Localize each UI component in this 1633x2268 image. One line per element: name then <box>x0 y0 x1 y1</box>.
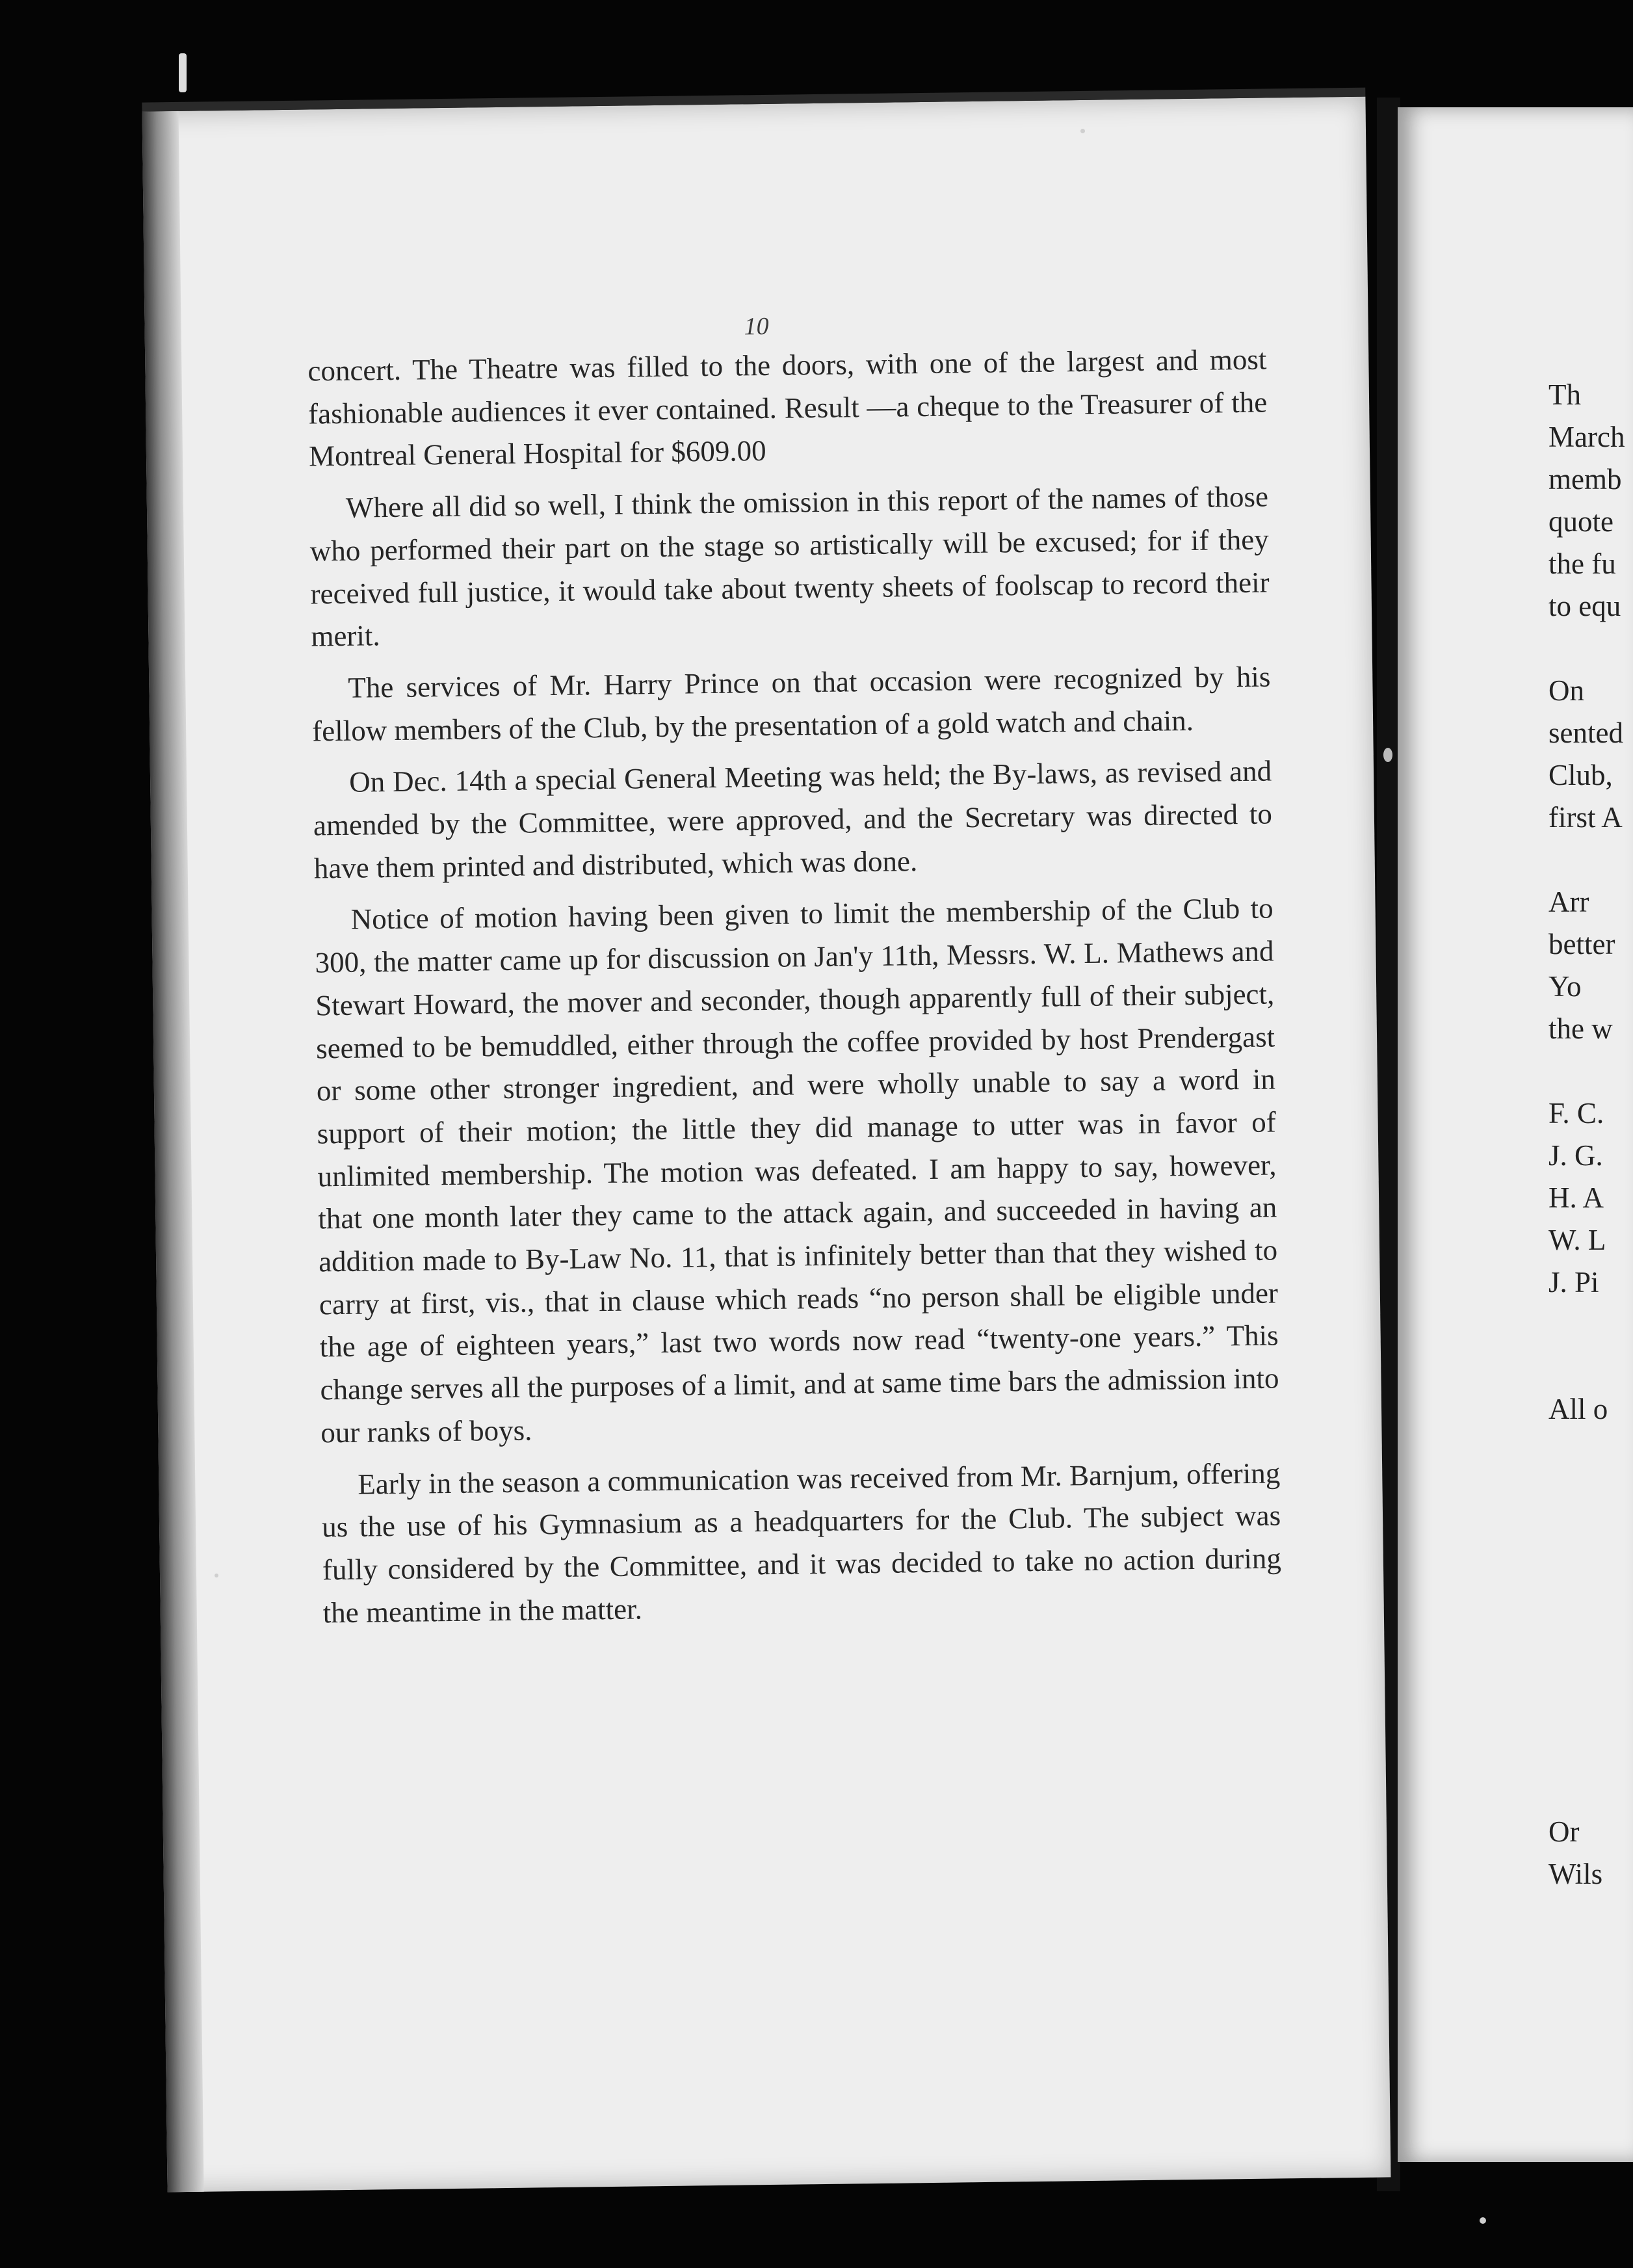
scan-artifact <box>215 1574 218 1577</box>
right-page-line: Club, <box>1548 759 1613 791</box>
right-page-line: Yo <box>1548 970 1582 1003</box>
right-page-line: quote <box>1548 505 1613 538</box>
scan-artifact <box>1480 2217 1486 2224</box>
right-page-line <box>1548 1473 1633 1515</box>
page-number: 10 <box>744 312 769 341</box>
right-page-line: Or <box>1548 1815 1580 1848</box>
right-page-line: Th <box>1548 378 1581 411</box>
paragraph-3: The services of Mr. Harry Prince on that occasion were recognized by his fellow members of the Club, by the presentation of a gold watch and chain. <box>311 660 1271 748</box>
left-page <box>142 97 1391 2193</box>
right-page-line <box>1548 839 1633 881</box>
scan-artifact <box>1080 129 1085 133</box>
right-page-line: H. A <box>1548 1181 1604 1214</box>
right-page-line <box>1548 1684 1633 1726</box>
right-page-text-fragments <box>1548 374 1633 1895</box>
page-top-edge <box>142 88 1365 112</box>
right-page-line: March <box>1548 421 1625 453</box>
paragraph-5: Notice of motion having been given to limit the membership of the Club to 300, the matter came up for discussion on Jan'y 11th, Messrs. W. L. Mathews and Stewart Howard, the mover and seconder, though apparently full of their subject, seemed to be bemuddled, either through the coffee provided by host Prendergast or some other stronger ingredient, and were wholly unable to say a word in support of their motion; the little they did manage to utter was in favor of unlimited membership. The motion was defeated. I am happy to say, however, that one month later they came to the attack again, and succeeded in having an addition made to By-Law No. 11, that is infinitely better than that they wished to carry at first, vis., that in clause which reads “no person shall be eligible under the age of eighteen years,” last two words now read “twenty-one years.” This change serves all the purposes of a limit, and at same time bars the admission into our ranks of boys. <box>315 891 1279 1449</box>
right-page-line: sented <box>1548 717 1623 749</box>
right-page-line <box>1548 1600 1633 1642</box>
right-page-line: first A <box>1548 801 1623 834</box>
right-page-line <box>1548 1431 1633 1473</box>
right-page-line: J. G. <box>1548 1139 1603 1172</box>
right-page-line: All o <box>1548 1393 1608 1425</box>
scan-artifact <box>1383 748 1392 762</box>
right-page-line <box>1548 1769 1633 1811</box>
right-page-line: On <box>1548 674 1584 707</box>
right-page-line: F. C. <box>1548 1097 1604 1129</box>
paragraph-6: Early in the season a communication was received from Mr. Barnjum, offering us the use of his Gymnasium as a headquarters for the Club. The subject was fully considered by the Committee, and it was decided to take no action during the meantime in the matter. <box>321 1456 1282 1629</box>
right-page-partial <box>1398 107 1633 2162</box>
right-page-line: better <box>1548 928 1615 960</box>
paragraph-2: Where all did so well, I think the omission in this report of the names of those who performed their part on the stage so artistically will be excused; for if they received full justice, it would take about twenty sheets of foolscap to record their merit. <box>309 480 1270 653</box>
right-page-line: memb <box>1548 463 1622 495</box>
right-page-line <box>1548 1050 1633 1092</box>
right-page-line <box>1548 1557 1633 1600</box>
body-text <box>307 339 1282 1644</box>
right-page-line: Wils <box>1548 1858 1603 1890</box>
paragraph-1: concert. The Theatre was filled to the doors, with one of the largest and most fashionable audiences it ever contained. Result —a cheque to the Treasurer of the Montreal General Hospital for $609.00 <box>307 343 1268 473</box>
right-page-line <box>1548 1515 1633 1557</box>
right-page-line <box>1548 1304 1633 1346</box>
right-page-line: to equ <box>1548 590 1621 622</box>
right-page-line <box>1548 627 1633 670</box>
right-page-line: Arr <box>1548 886 1589 918</box>
right-page-line <box>1548 1642 1633 1684</box>
scan-artifact <box>179 53 187 92</box>
paragraph-4: On Dec. 14th a special General Meeting was held; the By-laws, as revised and amended by the Committee, were approved, and the Secretary was directed to have them printed and distributed, which was done. <box>313 754 1273 885</box>
right-page-line: the w <box>1548 1012 1613 1045</box>
right-page-line: J. Pi <box>1548 1266 1599 1299</box>
right-page-line <box>1548 1346 1633 1388</box>
right-page-line: W. L <box>1548 1224 1606 1256</box>
right-page-line: the fu <box>1548 547 1616 580</box>
right-page-line <box>1548 1726 1633 1769</box>
